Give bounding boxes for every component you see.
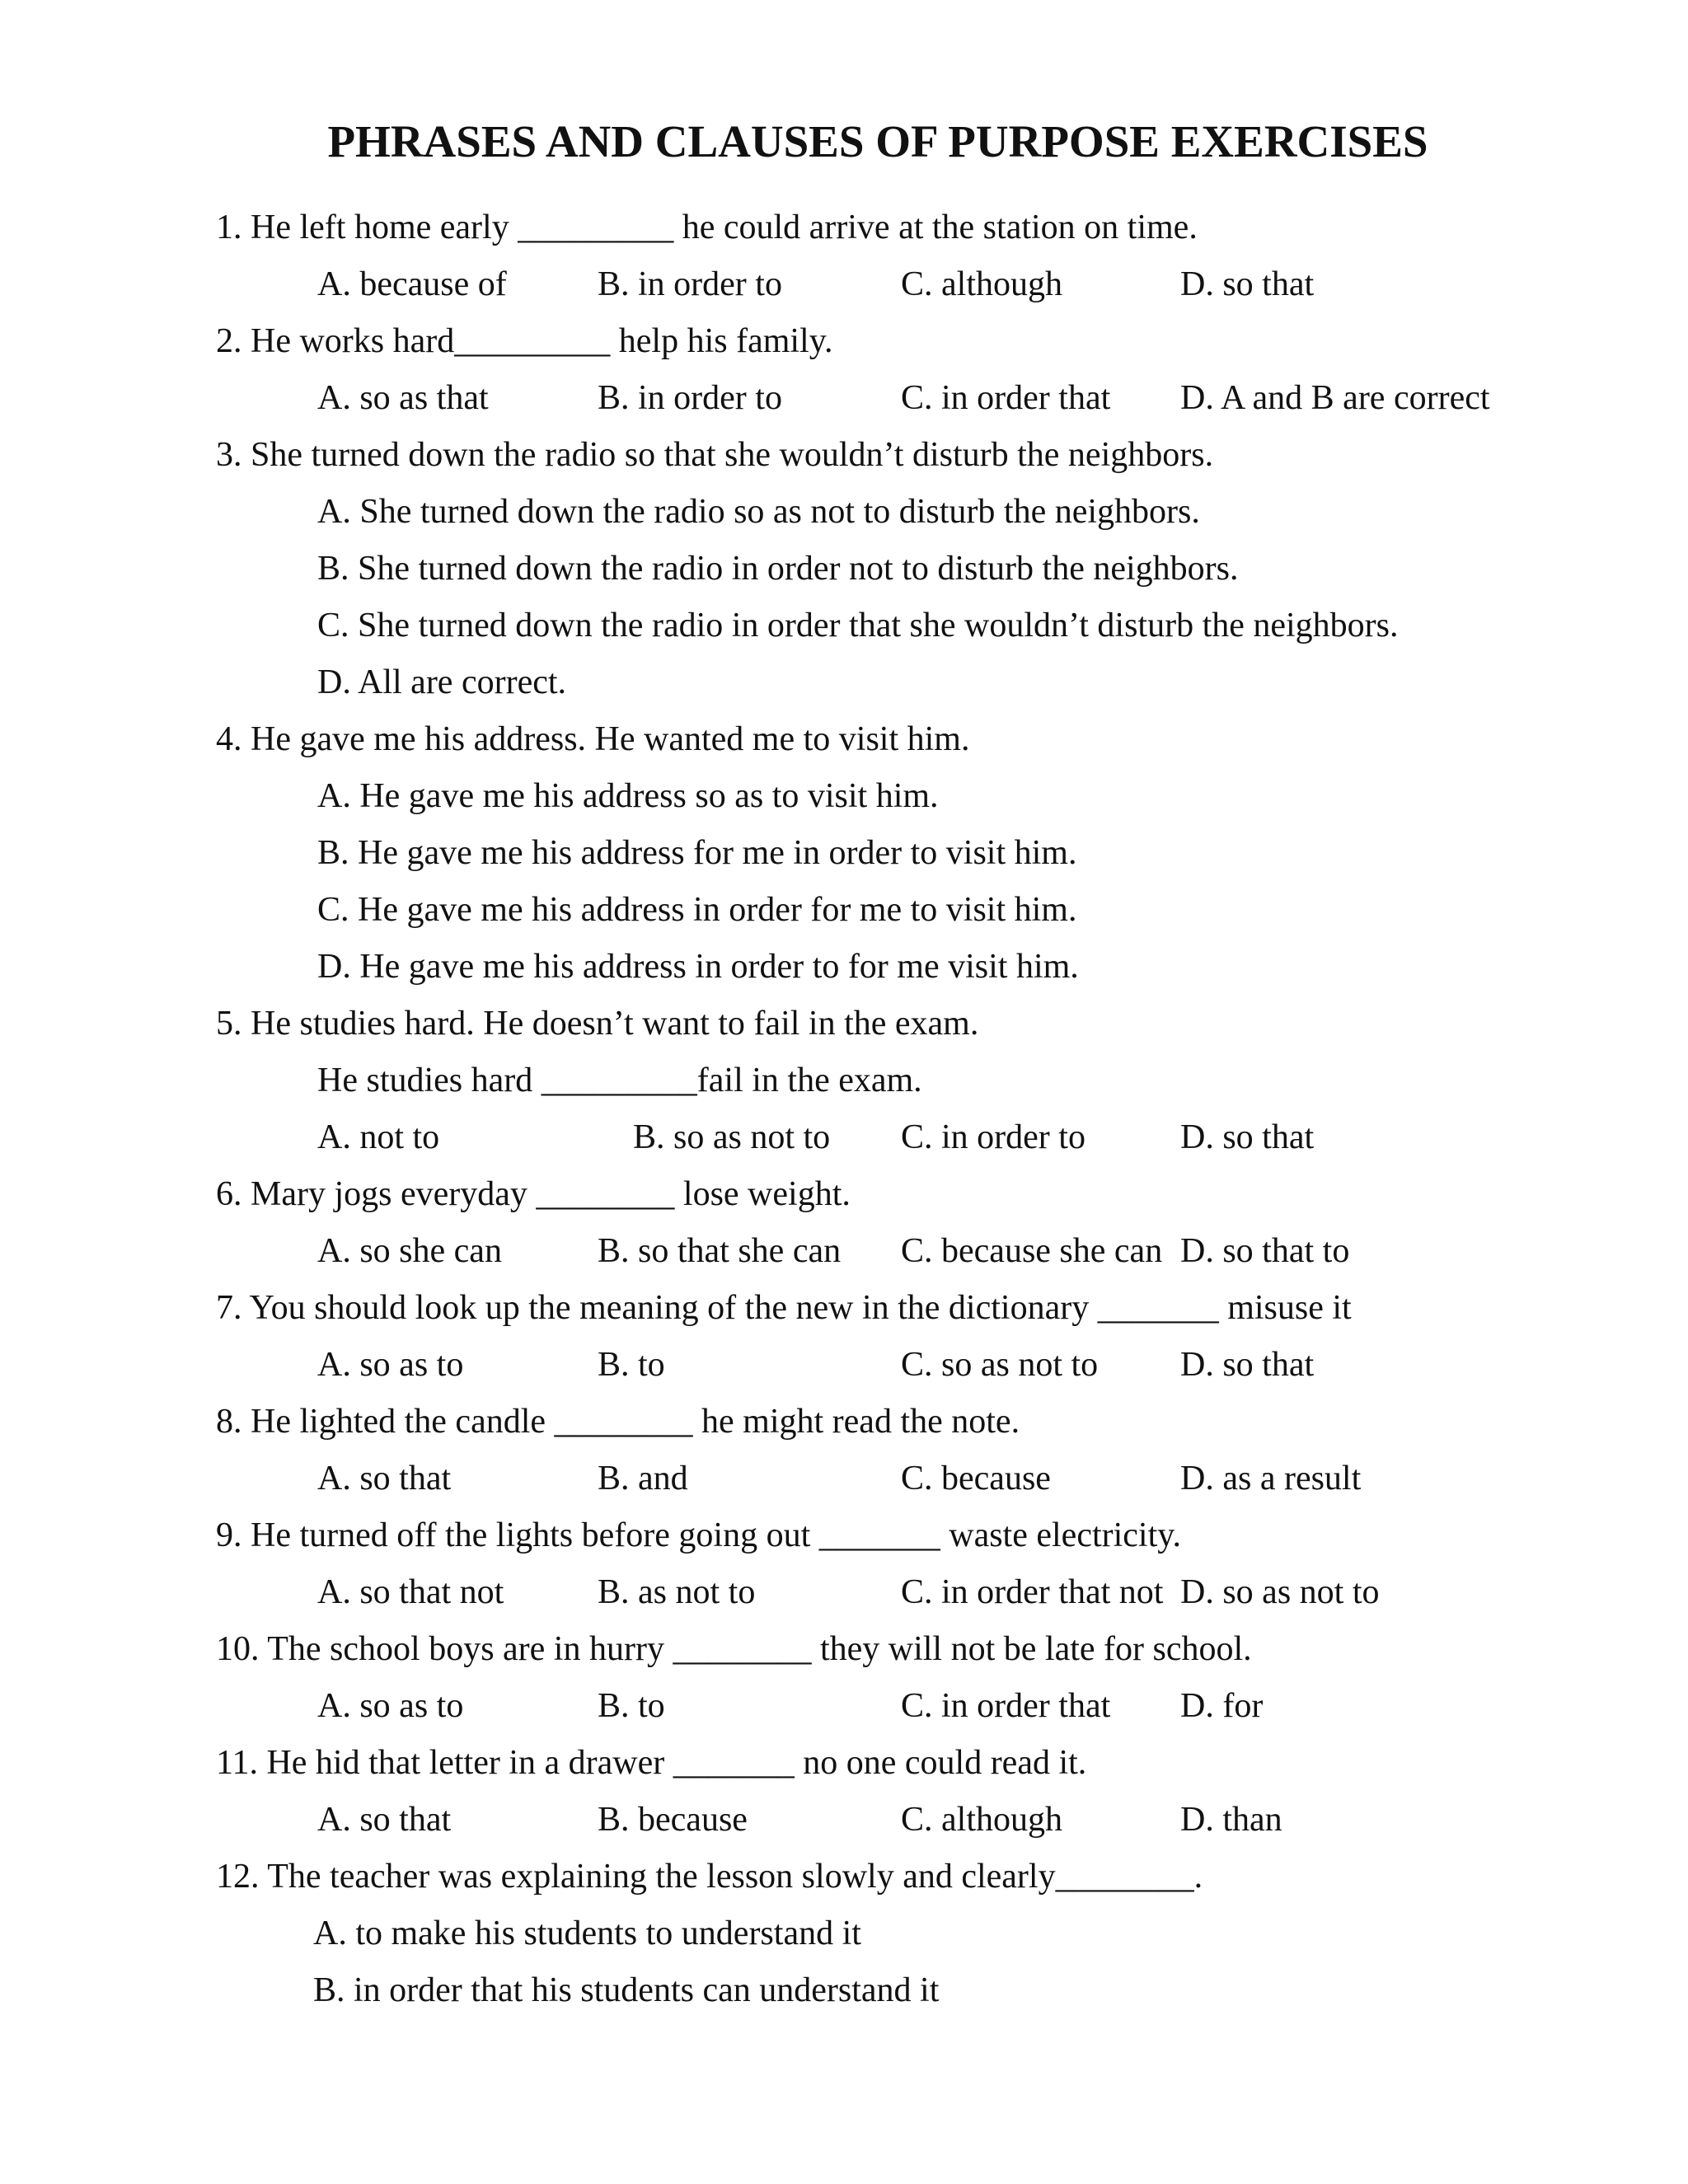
q3-option-d: D. All are correct. xyxy=(317,663,567,701)
q1-option-c: C. although xyxy=(901,265,1062,303)
q8-option-c: C. because xyxy=(901,1460,1051,1497)
q9-option-d: D. so as not to xyxy=(1180,1573,1380,1611)
question-1-stem: 1. He left home early _________ he could arrive at the station on time. xyxy=(216,209,1198,246)
q12-option-b: B. in order that his students can understand it xyxy=(313,1971,940,2009)
question-10-options xyxy=(0,1685,1688,1727)
q10-option-c: C. in order that xyxy=(901,1687,1111,1725)
question-11-stem: 11. He hid that letter in a drawer _______ no one could read it. xyxy=(216,1744,1087,1782)
q5-option-c: C. in order to xyxy=(901,1118,1085,1156)
question-9-options xyxy=(0,1572,1688,1613)
question-7-options xyxy=(0,1344,1688,1385)
q5-option-a: A. not to xyxy=(317,1118,440,1156)
question-2-options xyxy=(0,377,1688,419)
question-6-options xyxy=(0,1230,1688,1272)
question-8-options xyxy=(0,1458,1688,1499)
q2-option-d: D. A and B are correct xyxy=(1180,379,1490,417)
q1-option-d: D. so that xyxy=(1180,265,1315,303)
q4-option-c: C. He gave me his address in order for me to visit him. xyxy=(317,891,1077,929)
q11-option-c: C. although xyxy=(901,1801,1062,1839)
q6-option-c: C. because she can xyxy=(901,1232,1163,1270)
q2-option-c: C. in order that xyxy=(901,379,1111,417)
question-5-sub-stem: He studies hard _________fail in the exam. xyxy=(317,1062,922,1099)
question-10-stem: 10. The school boys are in hurry ________ they will not be late for school. xyxy=(216,1630,1252,1668)
question-9-stem: 9. He turned off the lights before going out _______ waste electricity. xyxy=(216,1516,1182,1554)
q8-option-a: A. so that xyxy=(317,1460,452,1497)
q9-option-a: A. so that not xyxy=(317,1573,504,1611)
q10-option-d: D. for xyxy=(1180,1687,1264,1725)
q5-option-d: D. so that xyxy=(1180,1118,1315,1156)
question-5-stem: 5. He studies hard. He doesn’t want to fail in the exam. xyxy=(216,1005,979,1043)
question-12-stem: 12. The teacher was explaining the lesson slowly and clearly________. xyxy=(216,1858,1203,1896)
q12-option-a: A. to make his students to understand it xyxy=(313,1915,861,1952)
q1-option-b: B. in order to xyxy=(598,265,782,303)
question-2-stem: 2. He works hard_________ help his family. xyxy=(216,322,833,360)
q7-option-b: B. to xyxy=(598,1346,665,1384)
q7-option-c: C. so as not to xyxy=(901,1346,1099,1384)
question-6-stem: 6. Mary jogs everyday ________ lose weight. xyxy=(216,1175,851,1213)
q4-option-b: B. He gave me his address for me in order to visit him. xyxy=(317,834,1077,872)
q11-option-d: D. than xyxy=(1180,1801,1282,1839)
q6-option-b: B. so that she can xyxy=(598,1232,842,1270)
q7-option-d: D. so that xyxy=(1180,1346,1315,1384)
question-3-stem: 3. She turned down the radio so that she wouldn’t disturb the neighbors. xyxy=(216,436,1214,474)
question-7-stem: 7. You should look up the meaning of the new in the dictionary _______ misuse it xyxy=(216,1289,1352,1327)
q9-option-b: B. as not to xyxy=(598,1573,756,1611)
q1-option-a: A. because of xyxy=(317,265,507,303)
q5-option-b: B. so as not to xyxy=(633,1118,831,1156)
q6-option-d: D. so that to xyxy=(1180,1232,1350,1270)
question-4-stem: 4. He gave me his address. He wanted me to visit him. xyxy=(216,720,970,758)
q3-option-a: A. She turned down the radio so as not to disturb the neighbors. xyxy=(317,493,1200,531)
q2-option-a: A. so as that xyxy=(317,379,489,417)
q3-option-c: C. She turned down the radio in order that she wouldn’t disturb the neighbors. xyxy=(317,607,1399,644)
question-8-stem: 8. He lighted the candle ________ he might read the note. xyxy=(216,1403,1020,1441)
q10-option-a: A. so as to xyxy=(317,1687,464,1725)
q6-option-a: A. so she can xyxy=(317,1232,502,1270)
q10-option-b: B. to xyxy=(598,1687,665,1725)
q4-option-d: D. He gave me his address in order to for me visit him. xyxy=(317,948,1079,986)
q8-option-d: D. as a result xyxy=(1180,1460,1362,1497)
q2-option-b: B. in order to xyxy=(598,379,782,417)
page-title: PHRASES AND CLAUSES OF PURPOSE EXERCISES xyxy=(327,116,1428,166)
question-1-options xyxy=(0,264,1688,305)
q11-option-a: A. so that xyxy=(317,1801,452,1839)
q9-option-c: C. in order that not xyxy=(901,1573,1164,1611)
q8-option-b: B. and xyxy=(598,1460,688,1497)
q11-option-b: B. because xyxy=(598,1801,748,1839)
q4-option-a: A. He gave me his address so as to visit him. xyxy=(317,777,939,815)
question-11-options xyxy=(0,1799,1688,1840)
question-5-options xyxy=(0,1117,1688,1158)
q7-option-a: A. so as to xyxy=(317,1346,464,1384)
q3-option-b: B. She turned down the radio in order not to disturb the neighbors. xyxy=(317,550,1239,588)
